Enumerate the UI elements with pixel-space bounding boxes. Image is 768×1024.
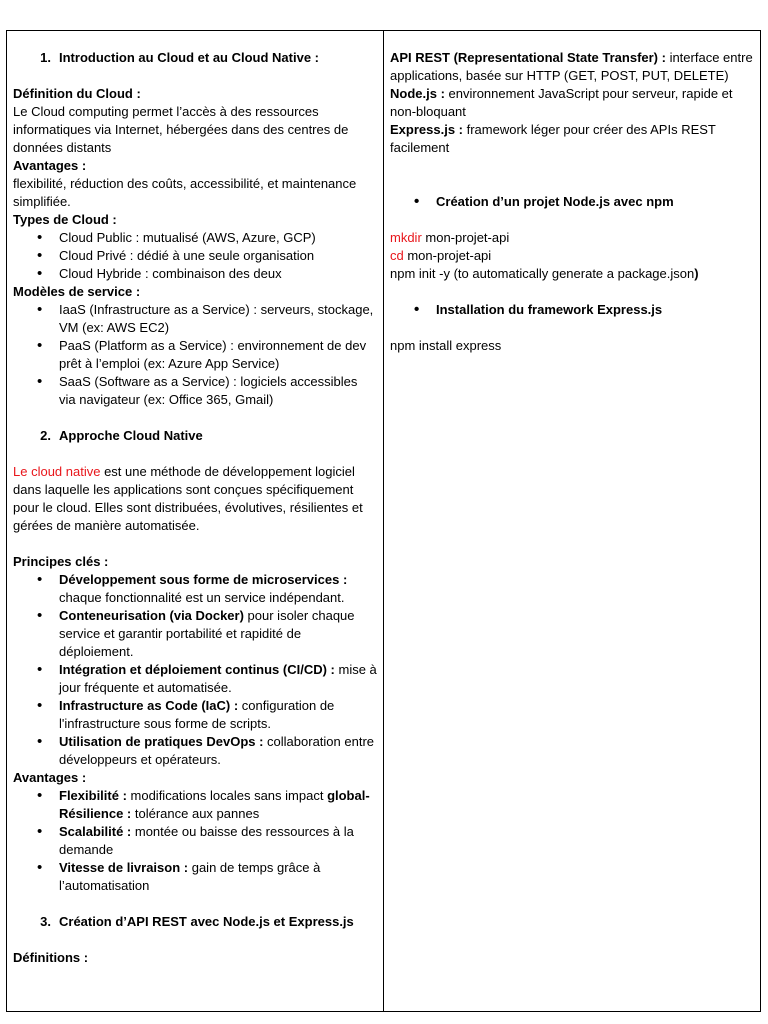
list-item: • Flexibilité : modifications locales sans impact global- Résilience : tolérance aux pannes <box>13 787 377 823</box>
advantages-list <box>13 787 377 895</box>
right-column <box>384 31 760 1011</box>
command-npm-install: npm install express <box>390 338 502 353</box>
service-models-title: Modèles de service : <box>13 284 141 299</box>
create-project-heading: • Création d’un projet Node.js avec npm <box>390 193 754 211</box>
list-item: • Infrastructure as Code (IaC) : configuration de l'infrastructure sous forme de scripts. <box>13 697 377 733</box>
section-title: Approche Cloud Native <box>59 428 203 443</box>
list-item: • Développement sous forme de microservices : chaque fonctionnalité est un service indépendant. <box>13 571 377 607</box>
list-item: • IaaS (Infrastructure as a Service) : serveurs, stockage, VM (ex: AWS EC2) <box>13 301 377 337</box>
advantages-text: flexibilité, réduction des coûts, accessibilité, et maintenance simplifiée. <box>13 176 357 209</box>
principles-list <box>13 571 377 769</box>
cloud-native-term: Le cloud native <box>13 464 101 479</box>
list-item: • Utilisation de pratiques DevOps : collaboration entre développeurs et opérateurs. <box>13 733 377 769</box>
list-item: • SaaS (Software as a Service) : logiciels accessibles via navigateur (ex: Office 365, Gmail) <box>13 373 377 409</box>
install-express-heading: • Installation du framework Express.js <box>390 301 754 319</box>
section-number: 3. <box>40 914 51 929</box>
left-column <box>7 31 384 1011</box>
section-title: Introduction au Cloud et au Cloud Native : <box>59 50 319 65</box>
api-rest-definition: API REST (Representational State Transfer) : interface entre applications, basée sur HTTP (GET, POST, PUT, DELETE) <box>390 50 753 83</box>
nodejs-definition: Node.js : environnement JavaScript pour serveur, rapide et non-bloquant <box>390 86 733 119</box>
list-item: • Intégration et déploiement continus (CI/CD) : mise à jour fréquente et automatisée. <box>13 661 377 697</box>
list-item: • Scalabilité : montée ou baisse des ressources à la demande <box>13 823 377 859</box>
document-table <box>6 30 761 1012</box>
section-number: 1. <box>40 50 51 65</box>
list-item: • Cloud Public : mutualisé (AWS, Azure, GCP) <box>13 229 377 247</box>
advantages-2-title: Avantages : <box>13 770 87 785</box>
section-1-heading <box>13 49 377 67</box>
definitions-title: Définitions : <box>13 950 89 965</box>
list-item: • Vitesse de livraison : gain de temps grâce à l’automatisation <box>13 859 377 895</box>
cloud-types-title: Types de Cloud : <box>13 212 117 227</box>
section-2-heading <box>13 427 377 445</box>
list-item: • PaaS (Platform as a Service) : environnement de dev prêt à l’emploi (ex: Azure App Service) <box>13 337 377 373</box>
definition-cloud-text: Le Cloud computing permet l’accès à des ressources informatiques via Internet, hébergées dans des centres de données distants <box>13 104 349 155</box>
list-item: • Cloud Privé : dédié à une seule organisation <box>13 247 377 265</box>
service-models-list <box>13 301 377 409</box>
list-item: • Conteneurisation (via Docker) pour isoler chaque service et garantir portabilité et rapidité de déploiement. <box>13 607 377 661</box>
definition-cloud-title: Définition du Cloud : <box>13 86 141 101</box>
section-title: Création d’API REST avec Node.js et Express.js <box>59 914 354 929</box>
command-npm-init: npm init -y (to automatically generate a package.json) <box>390 266 699 281</box>
cloud-types-list <box>13 229 377 283</box>
principles-title: Principes clés : <box>13 554 109 569</box>
cloud-native-paragraph <box>13 463 377 535</box>
advantages-title: Avantages : <box>13 158 87 173</box>
list-item: • Cloud Hybride : combinaison des deux <box>13 265 377 283</box>
command-mkdir: mkdir mon-projet-api <box>390 230 510 245</box>
section-3-heading <box>13 913 377 931</box>
cloud-native-description: est une méthode de développement logiciel dans laquelle les applications sont conçues spécifiquement pour le cloud. Elles sont distribuées, évolutives, résilientes et gérées de manière automatisée. <box>13 464 363 533</box>
section-number: 2. <box>40 428 51 443</box>
command-cd: cd mon-projet-api <box>390 248 492 263</box>
expressjs-definition: Express.js : framework léger pour créer des APIs REST facilement <box>390 122 716 155</box>
